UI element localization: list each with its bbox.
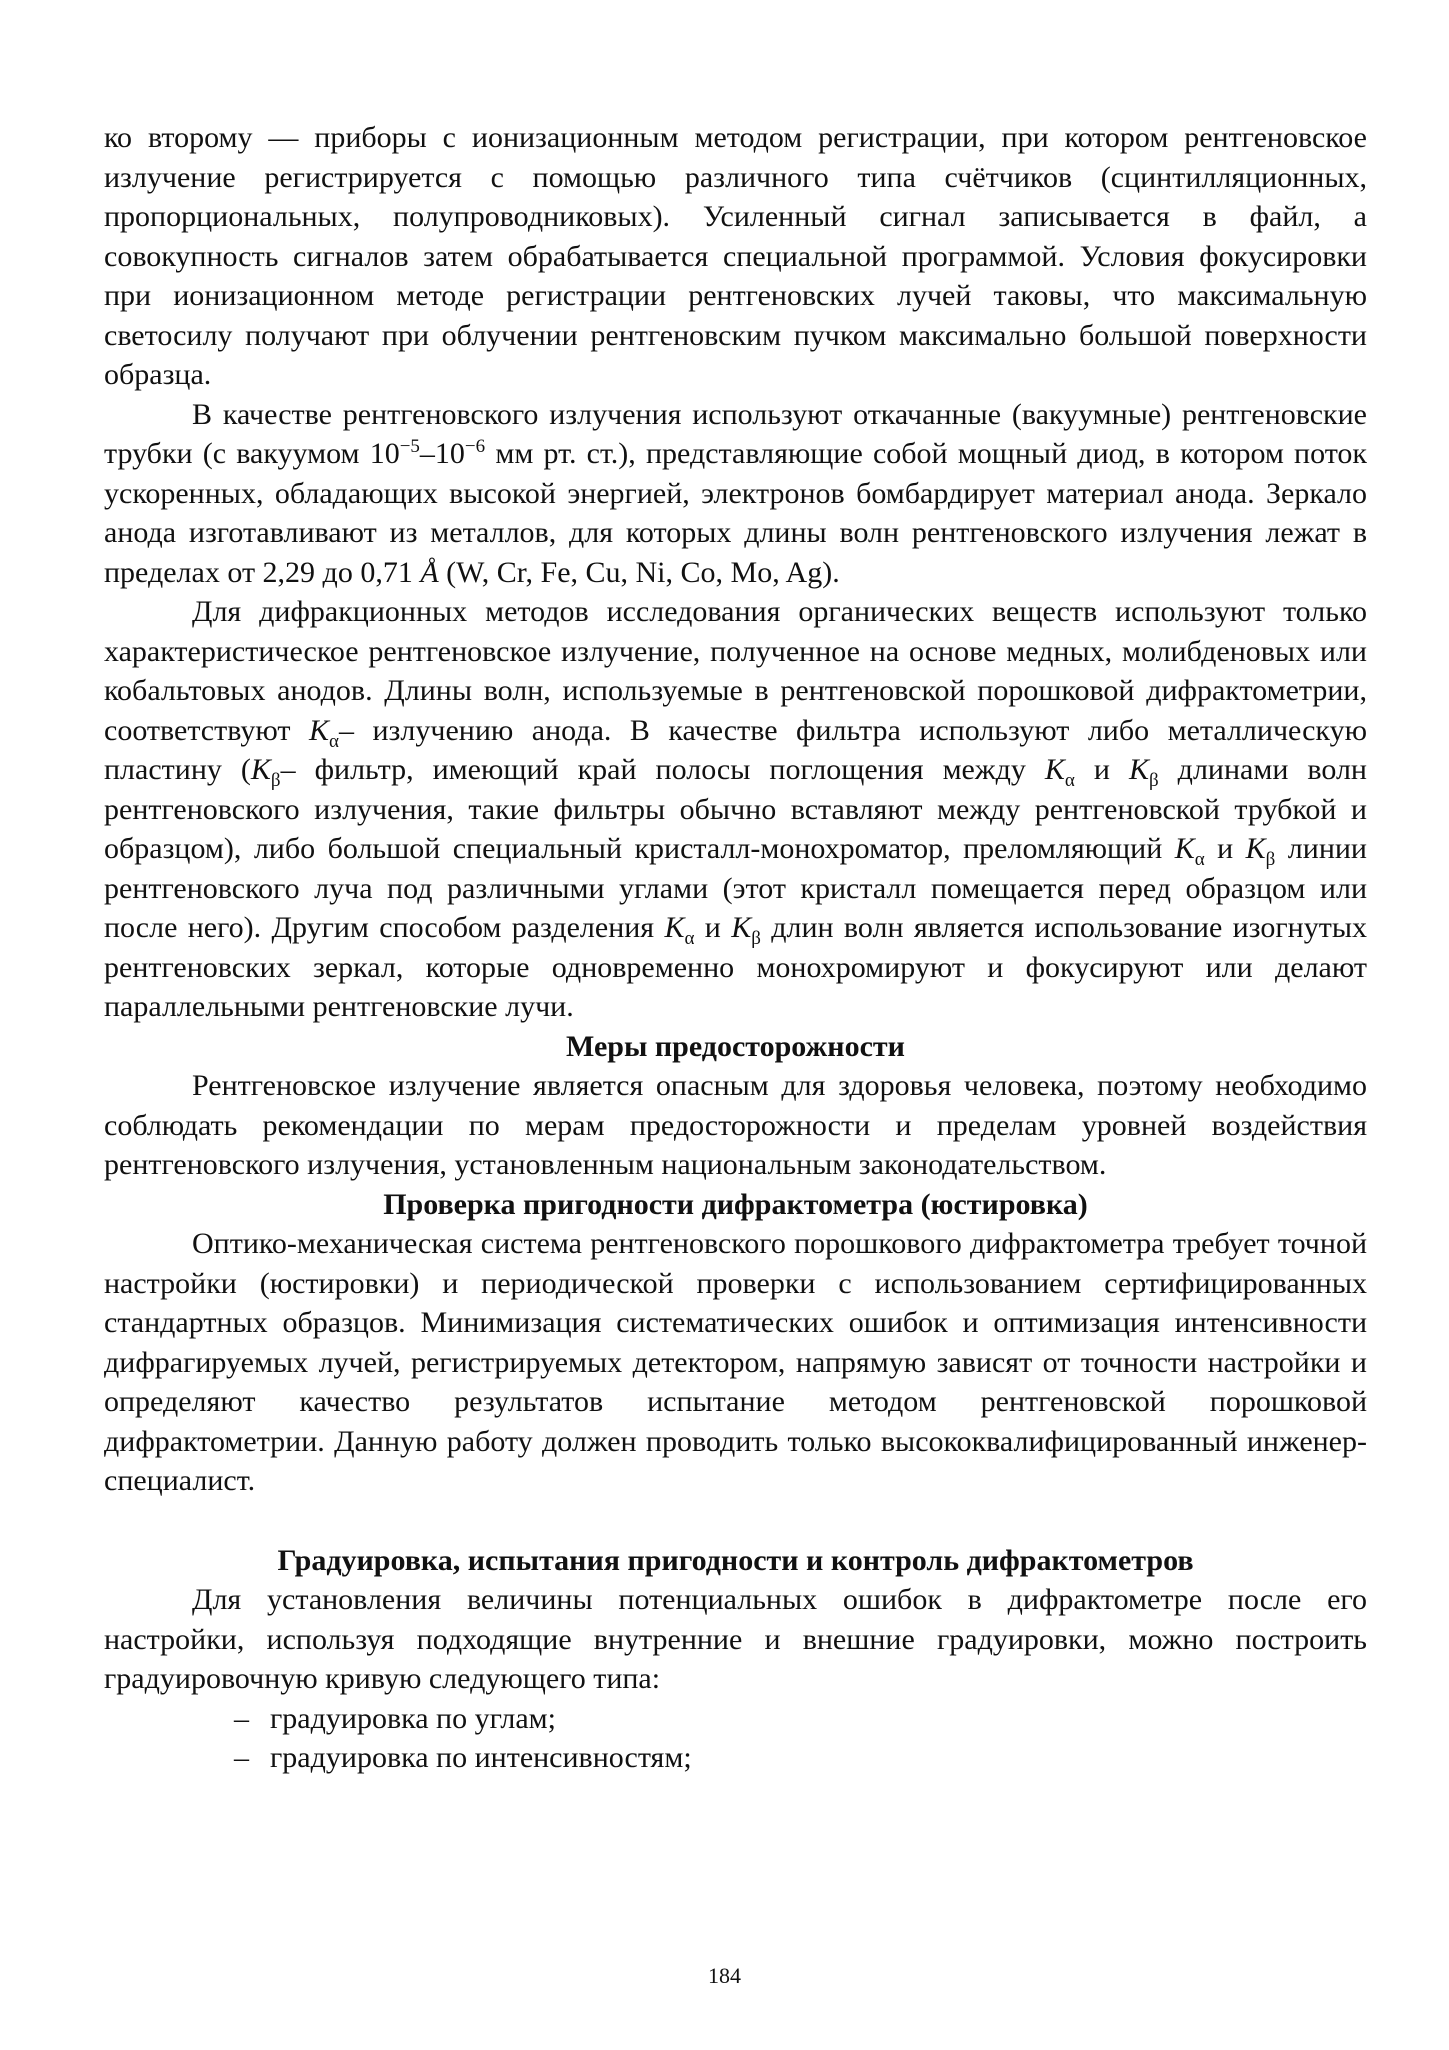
heading-suitability-check: Проверка пригодности дифрактометра (юстировка) (383, 1187, 1088, 1221)
calibration-list (104, 1699, 1367, 1778)
k-symbol: K (664, 911, 685, 944)
paragraph-diffraction-methods (104, 592, 1367, 1027)
k-subscript: α (329, 730, 339, 752)
k-subscript: β (1265, 849, 1276, 870)
paragraph-ionization-method: ко второму — приборы с ионизационным методом регистрации, при котором рентгеновское излучение регистрируется с помощью различного типа счётчиков (сцинтилляционных, пропорциональных, полупроводниковых). Усиленный сигнал записывается в файл, а совокупность сигналов затем обрабатывается специальной программой. Условия фокусировки при ионизационном методе регистрации рентгеновских лучей таковы, что максимальную светосилу получают при облучении рентгеновским пучком максимально большой поверхности образца. (104, 121, 1367, 391)
vacuum-base-1: 10 (369, 437, 400, 470)
range-dash: – (419, 437, 435, 470)
list-item-text: градуировка по интенсивностям; (270, 1741, 692, 1774)
text-run: и (1074, 753, 1129, 786)
vacuum-base-2: 10 (434, 437, 465, 470)
k-subscript: β (1148, 770, 1159, 791)
heading-calibration: Градуировка, испытания пригодности и контроль дифрактометров (277, 1543, 1194, 1577)
k-subscript: α (1064, 770, 1075, 791)
vacuum-exponent-1: −5 (399, 436, 420, 457)
paragraph-precautions: Рентгеновское излучение является опасным для здоровья человека, поэтому необходимо соблюдать рекомендации по мерам предосторожности и пределам уровней воздействия рентгеновского излучения, установленным национальным законодательством. (104, 1069, 1367, 1181)
text-run: длинами волн рентгеновского излучения, такие фильтры обычно вставляют между рентгеновской трубкой и образцом), либо большой специальный кристалл-монохроматор, преломляющий (104, 753, 1367, 865)
k-subscript: β (751, 928, 761, 949)
text-run: мм рт. ст.), представляющие собой мощный диод, в котором поток ускоренных, обладающих высокой энергией, электронов бомбардирует материал анода. Зеркало анода изготавливают из металлов, для которых длины волн рентгеновского излучения лежат в пределах от 2,29 до 0,71 (104, 437, 1367, 589)
heading-precautions: Меры предосторожности (566, 1029, 905, 1063)
k-symbol: K (731, 911, 752, 944)
list-item (234, 1738, 1367, 1778)
text-run: – излучению анода. В качестве фильтра используют либо металлическую пластину ( (104, 713, 1367, 786)
k-symbol: K (1044, 753, 1065, 786)
k-symbol: K (1174, 832, 1195, 865)
vacuum-exponent-2: −6 (464, 436, 486, 457)
list-dash: – (234, 1701, 249, 1735)
text-run: – фильтр, имеющий край полосы поглощения между (280, 753, 1045, 786)
angstrom-unit: Å (420, 555, 439, 589)
text-run: (W, Cr, Fe, Cu, Ni, Co, Mo, Ag). (438, 555, 840, 589)
k-symbol: K (1245, 832, 1266, 865)
page-number: 184 (708, 1963, 741, 1988)
text-run: и (1204, 832, 1246, 865)
list-item-text: градуировка по углам; (270, 1701, 556, 1735)
k-symbol: K (309, 713, 330, 747)
text-run: и (694, 911, 732, 944)
k-subscript: α (684, 928, 695, 949)
list-item (234, 1699, 1367, 1739)
text-run: линии рентгеновского луча под различными углами (этот кристалл помещается перед образцом или после него). Другим способом разделения (104, 832, 1367, 944)
list-dash: – (234, 1741, 249, 1774)
k-symbol: K (1128, 753, 1149, 786)
paragraph-xray-tubes (104, 395, 1367, 593)
text-run: длин волн является использование изогнутых рентгеновских зеркал, которые одновременно монохромируют и фокусируют или делают параллельными рентгеновские лучи. (104, 911, 1367, 1023)
paragraph-calibration: Для установления величины потенциальных ошибок в дифрактометре после его настройки, используя подходящие внутренние и внешние градуировки, можно построить градуировочную кривую следующего типа: (104, 1583, 1367, 1695)
paragraph-alignment: Оптико-механическая система рентгеновского порошкового дифрактометра требует точной настройки (юстировки) и периодической проверки с использованием сертифицированных стандартных образцов. Минимизация систематических ошибок и оптимизация интенсивности дифрагируемых лучей, регистрируемых детектором, напрямую зависят от точности настройки и определяют качество результатов испытание методом рентгеновской порошковой дифрактометрии. Данную работу должен проводить только высококвалифицированный инженер-специалист. (104, 1227, 1367, 1497)
k-symbol: K (250, 753, 271, 786)
text-run: В качестве рентгеновского излучения используют откачанные (вакуумные) рентгеновские трубки (с вакуумом (104, 397, 1367, 470)
k-subscript: α (1194, 849, 1205, 870)
text-run: Для дифракционных методов исследования органических веществ используют только характеристическое рентгеновское излучение, полученное на основе медных, молибденовых или кобальтовых анодов. Длины волн, используемые в рентгеновской порошковой дифрактометрии, соответствуют (104, 595, 1367, 747)
k-subscript: β (270, 770, 281, 791)
